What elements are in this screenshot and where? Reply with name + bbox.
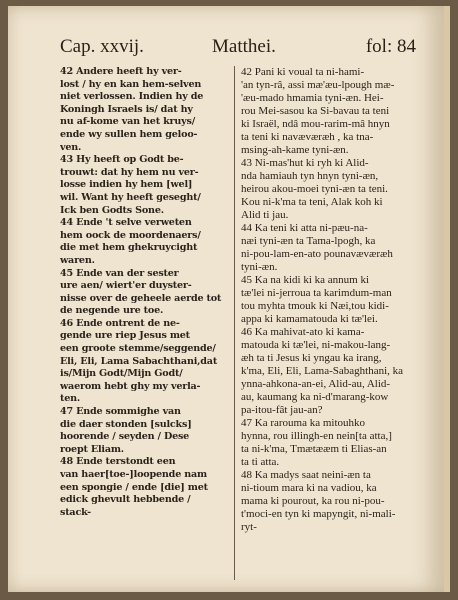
- formosan-verse-line: k'ma, Eli, Eli, Lama-Sabaghthani, ka: [241, 365, 404, 377]
- dutch-verse-line: ure aen/ wiert'er duyster-: [60, 280, 192, 292]
- dutch-verse-line: ten.: [60, 393, 81, 405]
- column-divider: [234, 66, 235, 580]
- dutch-verse-line: 44 Ende 't selve verweten: [60, 217, 192, 229]
- formosan-verse-line: msing-ah-kame tyni-æn.: [241, 144, 349, 156]
- formosan-verse-line: au, kaumang ka ni-d'marang-kow: [241, 391, 389, 403]
- formosan-verse-line: 48 Ka madys saat neini-æn ta: [241, 469, 371, 481]
- formosan-verse-line: ni-pou-lam-en-ato pounavæværæh: [241, 248, 393, 260]
- dutch-verse-line: 48 Ende terstondt een: [60, 456, 176, 468]
- dutch-verse-line: de negende ure toe.: [60, 305, 164, 317]
- dutch-verse-line: die met hem ghekruycight: [60, 242, 198, 254]
- formosan-verse-line: ni-tioum mara ki na vadiou, ka: [241, 482, 377, 494]
- dutch-verse-line: gende ure riep Jesus met: [60, 330, 190, 342]
- formosan-verse-line: nda hamiauh tyn hnyn tyni-æn,: [241, 170, 379, 182]
- formosan-verse-line: tyni-æn.: [241, 261, 278, 273]
- formosan-verse-line: 47 Ka rarouma ka mitouhko: [241, 417, 366, 429]
- formosan-verse-line: ynna-ahkona-an-ei, Alid-au, Alid-: [241, 378, 391, 390]
- formosan-verse-line: æh ta ti Jesus ki yngau ka irang,: [241, 352, 382, 364]
- formosan-verse-line: ki Israël, ndâ mou-rarim-mâ hnyn: [241, 118, 390, 130]
- dutch-verse-line: van haer[toe-]loopende nam: [60, 469, 207, 480]
- dutch-verse-line: lost / hy en kan hem-selven: [60, 78, 202, 90]
- dutch-verse-line: hoorende / seyden / Dese: [60, 431, 190, 443]
- formosan-verse-line: ta teni ki navæværæh , ka tna-: [241, 131, 374, 143]
- formosan-verse-line: pa-itou-fât jau-an?: [241, 404, 323, 416]
- formosan-verse-line: ryt-: [241, 521, 257, 533]
- dutch-verse-line: die daer stonden [sulcks]: [60, 418, 192, 430]
- formosan-verse-line: tæ'lei ni-jerroua ta karimdum-man: [241, 287, 392, 299]
- formosan-verse-line: tou myhta tmouk ki Næi,tou kidi-: [241, 300, 389, 312]
- formosan-verse-line: 45 Ka na kidi ki ka annum ki: [241, 274, 370, 286]
- formosan-verse-line: Kou ni-k'ma ta teni, Alak koh ki: [241, 196, 383, 208]
- formosan-verse-line: hynna, rou illingh-en nein[ta atta,]: [241, 430, 392, 442]
- formosan-verse-line: 'æu-mado hmamia tyni-æn. Hei-: [241, 92, 384, 104]
- dutch-text-column: [60, 66, 230, 582]
- folio-number: fol: 84: [365, 36, 416, 57]
- dutch-verse-line: nisse over de geheele aerde tot: [60, 292, 222, 304]
- formosan-verse-line: t'moci-en tyn ki mapyngit, ni-mali-: [241, 508, 396, 520]
- formosan-verse-line: 46 Ka mahivat-ato ki kama-: [241, 326, 365, 338]
- dutch-verse-line: ven.: [60, 141, 82, 153]
- dutch-verse-line: niet verlossen. Indien hy de: [60, 91, 204, 103]
- formosan-verse-line: ta ni-k'ma, Tmætææm ti Elias-an: [241, 443, 387, 455]
- formosan-verse-line: mama ki pourout, ka rou ni-pou-: [241, 495, 385, 507]
- dutch-verse-line: 46 Ende ontrent de ne-: [60, 317, 180, 329]
- page-header: [60, 36, 416, 62]
- formosan-verse-line: 42 Pani ki voual ta ni-hami-: [241, 66, 365, 78]
- dutch-verse-line: ende wy sullen hem geloo-: [60, 128, 198, 140]
- formosan-verse-line: ta ti atta.: [241, 456, 280, 468]
- dutch-verse-line: roept Eliam.: [60, 443, 124, 455]
- dutch-verse-line: 47 Ende sommighe van: [60, 406, 181, 418]
- dutch-verse-line: 43 Hy heeft op Godt be-: [60, 154, 184, 166]
- dutch-verse-line: waren.: [60, 254, 95, 266]
- dutch-verse-line: edick ghevult hebbende /: [60, 494, 191, 506]
- formosan-verse-line: heirou akou-moei tyni-æn ta teni.: [241, 183, 388, 195]
- formosan-text-column: [241, 66, 425, 582]
- formosan-verse-line: 'an tyn-râ, assi mæ'æu-lpough mæ-: [241, 79, 395, 91]
- book-title: Matthei.: [212, 36, 276, 57]
- formosan-verse-line: rou Mei-sasou ka Si-bavau ta teni: [241, 105, 390, 117]
- chapter-heading: Cap. xxvij.: [60, 36, 144, 57]
- dutch-verse-line: trouwt: dat hy hem nu ver-: [60, 166, 199, 178]
- formosan-verse-line: appa ki kamamatouda ki tæ'lei.: [241, 313, 378, 325]
- dutch-verse-line: Koningh Israels is/ dat hy: [60, 103, 193, 115]
- dutch-verse-line: 42 Andere heeft hy ver-: [60, 66, 182, 77]
- dutch-verse-line: Ick ben Godts Sone.: [60, 204, 164, 216]
- formosan-verse-line: næi tyni-æn ta Tama-lpogh, ka: [241, 235, 376, 247]
- formosan-verse-line: 44 Ka teni ki atta ni-pæu-na-: [241, 222, 368, 234]
- formosan-verse-line: Alid ti jau.: [241, 209, 289, 221]
- dutch-verse-line: hem oock de moordenaers/: [60, 229, 201, 241]
- dutch-verse-line: waerom hebt ghy my verla-: [60, 380, 201, 392]
- formosan-verse-line: 43 Ni-mas'hut ki ryh ki Alid-: [241, 157, 369, 169]
- dutch-verse-line: nu af-kome van het kruys/: [60, 116, 196, 128]
- dutch-verse-line: een spongie / ende [die] met: [60, 481, 208, 493]
- dutch-verse-line: 45 Ende van der sester: [60, 267, 179, 279]
- dutch-verse-line: is/Mijn Godt/Mijn Godt/: [60, 368, 183, 380]
- dutch-verse-line: Eli, Eli, Lama Sabachthani,dat: [60, 355, 218, 367]
- dutch-verse-line: wil. Want hy heeft geseght/: [60, 191, 201, 203]
- dutch-verse-line: stack-: [60, 506, 91, 518]
- book-page: [8, 6, 450, 592]
- formosan-verse-line: matouda ki tæ'lei, ni-makou-lang-: [241, 339, 391, 351]
- dutch-verse-line: een groote stemme/seggende/: [60, 343, 216, 355]
- dutch-verse-line: losse indien hy hem [wel]: [60, 179, 193, 191]
